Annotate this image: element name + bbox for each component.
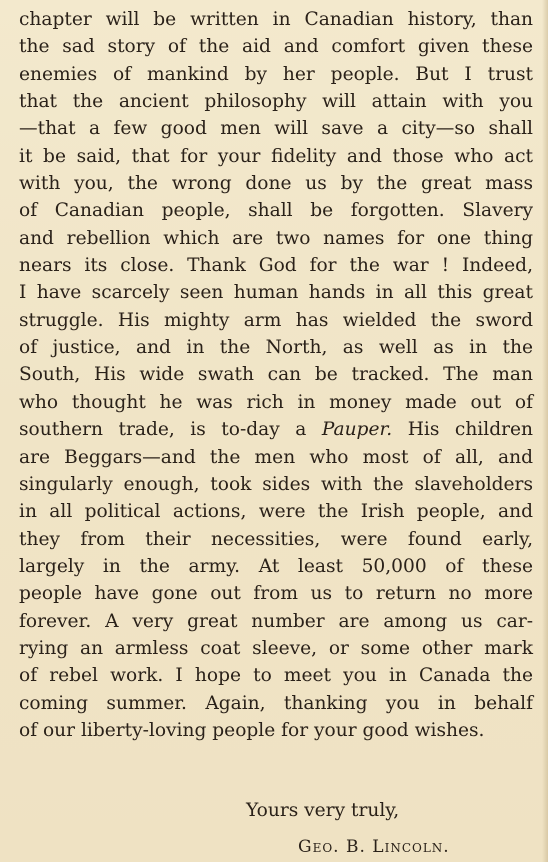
text-line: and rebellion which are two names for one thing	[19, 227, 533, 249]
text-line: the sad story of the aid and comfort given these	[19, 36, 533, 58]
text-line-pauper	[19, 416, 533, 443]
text-line: forever. A very great number are among us car-	[19, 610, 533, 632]
text-line: are Beggars—and the men who most of all, and	[19, 446, 533, 468]
text-line: I have scarcely seen human hands in all this great	[19, 282, 533, 304]
text-line: singularly enough, took sides with the slaveholders	[19, 473, 533, 495]
text-line: in all political actions, were the Irish people, and	[19, 501, 533, 523]
text-line: of justice, and in the North, as well as in the	[19, 337, 533, 359]
text-line: who thought he was rich in money made out of	[19, 391, 533, 413]
page-edge-shadow	[542, 0, 548, 862]
text-line: rying an armless coat sleeve, or some other mark	[19, 637, 533, 659]
text-line: of Canadian people, shall be forgotten. Slavery	[19, 200, 533, 222]
text-line: with you, the wrong done us by the great mass	[19, 173, 533, 195]
text-line: coming summer. Again, thanking you in behalf	[19, 692, 533, 714]
text-line: struggle. His mighty arm has wielded the sword	[19, 309, 533, 331]
text-line: of our liberty-loving people for your good wishes.	[19, 719, 485, 741]
text-line: —that a few good men will save a city—so shall	[19, 118, 533, 140]
letter-signature: Geo. B. Lincoln.	[298, 837, 450, 857]
letter-body	[19, 6, 533, 744]
text-line: they from their necessities, were found early,	[19, 528, 533, 550]
letter-closing: Yours very truly,	[246, 800, 400, 821]
text-line: of rebel work. I hope to meet you in Canada the	[19, 665, 533, 687]
text-line: enemies of mankind by her people. But I trust	[19, 63, 533, 85]
text-line: largely in the army. At least 50,000 of these	[19, 555, 533, 577]
text-segment: southern trade, is to-day a	[19, 419, 307, 441]
text-line: it be said, that for your fidelity and those who act	[19, 145, 533, 167]
text-segment: His children	[407, 419, 533, 441]
text-line: chapter will be written in Canadian history, than	[19, 9, 533, 30]
text-line: South, His wide swath can be tracked. The man	[19, 364, 533, 386]
text-line: that the ancient philosophy will attain with you	[19, 91, 533, 113]
text-line: nears its close. Thank God for the war ! Indeed,	[19, 255, 533, 277]
italic-word-pauper: Pauper.	[321, 419, 393, 441]
text-line: people have gone out from us to return no more	[19, 583, 533, 605]
